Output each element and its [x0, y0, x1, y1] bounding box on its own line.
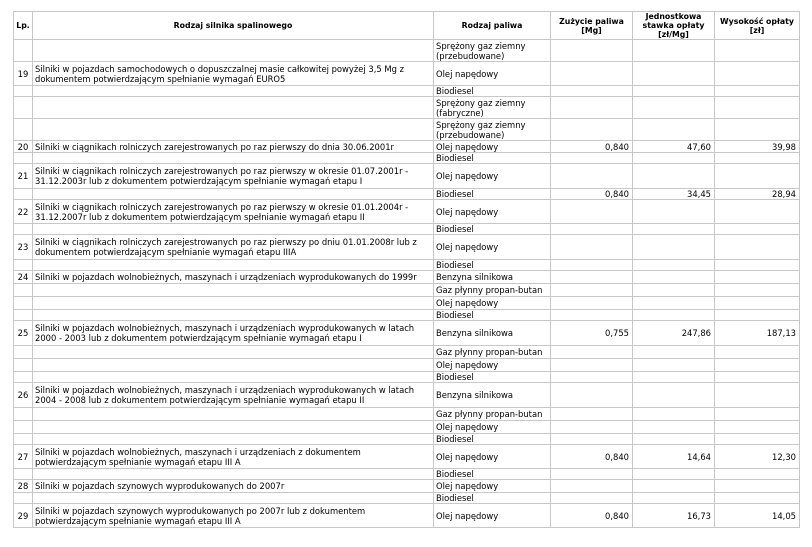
row-unit-rate	[633, 260, 715, 271]
row-lp	[14, 86, 33, 97]
row-fee-amount	[715, 284, 800, 297]
row-fee-amount	[715, 260, 800, 271]
row-lp	[14, 372, 33, 383]
row-lp	[14, 310, 33, 321]
row-fee-amount	[715, 372, 800, 383]
table-row	[14, 359, 800, 372]
row-engine-type	[33, 408, 434, 421]
row-engine-type	[33, 434, 434, 445]
row-fuel-usage	[551, 383, 633, 408]
table-row	[14, 284, 800, 297]
row-engine-type	[33, 469, 434, 480]
row-unit-rate: 16,73	[633, 504, 715, 528]
row-lp	[14, 346, 33, 359]
table-row	[14, 40, 800, 62]
header-lp: Lp.	[14, 12, 33, 40]
header-fee-amount: Wysokość opłaty [zł]	[715, 12, 800, 40]
row-fee-amount: 14,05	[715, 504, 800, 528]
row-fuel-usage	[551, 164, 633, 189]
row-fuel-usage	[551, 62, 633, 86]
table-row	[14, 421, 800, 434]
row-fuel-usage	[551, 493, 633, 504]
row-unit-rate: 34,45	[633, 189, 715, 200]
row-fuel-type: Benzyna silnikowa	[434, 383, 551, 408]
table-body	[14, 40, 800, 528]
table-header	[14, 12, 800, 40]
row-fuel-usage	[551, 119, 633, 141]
row-lp	[14, 40, 33, 62]
row-fuel-usage	[551, 86, 633, 97]
row-fuel-type: Olej napędowy	[434, 62, 551, 86]
table-row	[14, 434, 800, 445]
fee-table	[13, 11, 800, 528]
row-unit-rate	[633, 297, 715, 310]
row-fuel-type: Olej napędowy	[434, 141, 551, 153]
row-engine-type: Silniki w ciągnikach rolniczych zarejestrowanych po raz pierwszy w okresie 01.07.2001r - 31.12.2003r lub z dokumentem potwierdzającym spełnianie wymagań etapu I	[33, 164, 434, 189]
row-unit-rate	[633, 310, 715, 321]
row-engine-type	[33, 346, 434, 359]
row-fee-amount	[715, 297, 800, 310]
row-fuel-type: Olej napędowy	[434, 480, 551, 493]
row-unit-rate	[633, 97, 715, 119]
table-row	[14, 310, 800, 321]
row-fuel-type: Biodiesel	[434, 260, 551, 271]
row-fee-amount	[715, 310, 800, 321]
row-engine-type	[33, 284, 434, 297]
row-engine-type: Silniki w ciągnikach rolniczych zarejestrowanych po raz pierwszy po dniu 01.01.2008r lub z dokumentem potwierdzającym spełnianie wymagań etapu IIIA	[33, 235, 434, 260]
table-row	[14, 408, 800, 421]
row-fuel-usage	[551, 284, 633, 297]
row-lp	[14, 153, 33, 164]
table-row	[14, 297, 800, 310]
row-fee-amount	[715, 434, 800, 445]
row-lp: 24	[14, 271, 33, 284]
table-row	[14, 383, 800, 408]
row-fee-amount	[715, 493, 800, 504]
row-lp: 28	[14, 480, 33, 493]
row-fee-amount	[715, 164, 800, 189]
row-fuel-type: Olej napędowy	[434, 504, 551, 528]
row-engine-type	[33, 372, 434, 383]
row-unit-rate	[633, 346, 715, 359]
row-fuel-usage	[551, 200, 633, 224]
table-row	[14, 62, 800, 86]
row-fuel-type: Biodiesel	[434, 86, 551, 97]
row-fuel-type: Olej napędowy	[434, 421, 551, 434]
row-fuel-usage	[551, 359, 633, 372]
row-engine-type: Silniki w ciągnikach rolniczych zarejestrowanych po raz pierwszy w okresie 01.01.2004r - 31.12.2007r lub z dokumentem potwierdzającym spełnianie wymagań etapu II	[33, 200, 434, 224]
row-fee-amount	[715, 62, 800, 86]
row-unit-rate	[633, 164, 715, 189]
row-lp: 20	[14, 141, 33, 153]
row-fuel-type: Sprężony gaz ziemny (przebudowane)	[434, 40, 551, 62]
row-unit-rate	[633, 200, 715, 224]
row-fuel-type: Biodiesel	[434, 372, 551, 383]
row-fuel-usage	[551, 469, 633, 480]
row-lp	[14, 284, 33, 297]
row-lp	[14, 189, 33, 200]
row-unit-rate	[633, 284, 715, 297]
row-fuel-usage: 0,840	[551, 141, 633, 153]
row-fuel-usage	[551, 271, 633, 284]
row-lp: 22	[14, 200, 33, 224]
row-lp	[14, 469, 33, 480]
table-row	[14, 504, 800, 528]
row-fuel-usage: 0,840	[551, 445, 633, 469]
row-unit-rate	[633, 224, 715, 235]
row-fee-amount: 12,30	[715, 445, 800, 469]
row-fuel-type: Gaz płynny propan-butan	[434, 284, 551, 297]
row-fuel-type: Olej napędowy	[434, 164, 551, 189]
row-unit-rate	[633, 235, 715, 260]
header-engine-type: Rodzaj silnika spalinowego	[33, 12, 434, 40]
row-fuel-type: Gaz płynny propan-butan	[434, 408, 551, 421]
table-row	[14, 260, 800, 271]
row-unit-rate	[633, 434, 715, 445]
table-row	[14, 346, 800, 359]
row-engine-type	[33, 421, 434, 434]
row-lp	[14, 359, 33, 372]
row-unit-rate	[633, 493, 715, 504]
row-fee-amount	[715, 469, 800, 480]
table-row	[14, 141, 800, 153]
table-row	[14, 235, 800, 260]
row-unit-rate	[633, 469, 715, 480]
row-unit-rate	[633, 40, 715, 62]
table-row	[14, 271, 800, 284]
row-fuel-usage	[551, 346, 633, 359]
row-fuel-usage	[551, 40, 633, 62]
row-fuel-type: Biodiesel	[434, 153, 551, 164]
row-lp: 23	[14, 235, 33, 260]
row-lp	[14, 97, 33, 119]
row-lp	[14, 260, 33, 271]
row-fee-amount: 187,13	[715, 321, 800, 346]
row-fee-amount	[715, 346, 800, 359]
row-fuel-type: Sprężony gaz ziemny (fabryczne)	[434, 97, 551, 119]
table-row	[14, 119, 800, 141]
row-fuel-usage	[551, 224, 633, 235]
row-fuel-type: Benzyna silnikowa	[434, 321, 551, 346]
table-row	[14, 372, 800, 383]
table-row	[14, 189, 800, 200]
row-fee-amount	[715, 40, 800, 62]
row-lp: 29	[14, 504, 33, 528]
row-fuel-usage: 0,755	[551, 321, 633, 346]
row-engine-type: Silniki w pojazdach szynowych wyprodukowanych po 2007r lub z dokumentem potwierdzającym spełnianie wymagań etapu III A	[33, 504, 434, 528]
row-fuel-type: Biodiesel	[434, 310, 551, 321]
row-unit-rate	[633, 372, 715, 383]
row-lp: 26	[14, 383, 33, 408]
table-row	[14, 469, 800, 480]
row-fuel-type: Olej napędowy	[434, 445, 551, 469]
row-lp	[14, 408, 33, 421]
row-fuel-type: Olej napędowy	[434, 359, 551, 372]
row-fuel-usage	[551, 408, 633, 421]
row-lp	[14, 421, 33, 434]
row-engine-type	[33, 493, 434, 504]
table-row	[14, 86, 800, 97]
table-row	[14, 493, 800, 504]
row-engine-type	[33, 260, 434, 271]
table-row	[14, 153, 800, 164]
row-unit-rate	[633, 421, 715, 434]
header-unit-rate: Jednostkowa stawka opłaty [zł/Mg]	[633, 12, 715, 40]
row-unit-rate	[633, 383, 715, 408]
row-fuel-usage: 0,840	[551, 504, 633, 528]
row-fee-amount	[715, 383, 800, 408]
row-lp	[14, 493, 33, 504]
row-fee-amount	[715, 119, 800, 141]
row-engine-type: Silniki w pojazdach wolnobieżnych, maszynach i urządzeniach wyprodukowanych do 1999r	[33, 271, 434, 284]
table-row	[14, 164, 800, 189]
row-fuel-usage	[551, 260, 633, 271]
row-fuel-type: Biodiesel	[434, 434, 551, 445]
table-row	[14, 480, 800, 493]
row-unit-rate	[633, 359, 715, 372]
table-row	[14, 321, 800, 346]
row-fee-amount	[715, 97, 800, 119]
row-fee-amount	[715, 421, 800, 434]
row-fuel-type: Sprężony gaz ziemny (przebudowane)	[434, 119, 551, 141]
row-fee-amount	[715, 224, 800, 235]
row-fuel-type: Biodiesel	[434, 189, 551, 200]
row-fuel-type: Biodiesel	[434, 224, 551, 235]
row-unit-rate	[633, 62, 715, 86]
row-engine-type: Silniki w ciągnikach rolniczych zarejestrowanych po raz pierwszy do dnia 30.06.2001r	[33, 141, 434, 153]
row-engine-type	[33, 119, 434, 141]
row-fuel-usage	[551, 434, 633, 445]
table-row	[14, 200, 800, 224]
row-engine-type	[33, 40, 434, 62]
row-lp	[14, 297, 33, 310]
row-unit-rate: 47,60	[633, 141, 715, 153]
row-fee-amount	[715, 235, 800, 260]
row-fuel-usage	[551, 153, 633, 164]
row-fee-amount: 39,98	[715, 141, 800, 153]
row-lp	[14, 224, 33, 235]
row-lp: 27	[14, 445, 33, 469]
row-unit-rate	[633, 480, 715, 493]
table-row	[14, 224, 800, 235]
row-fee-amount	[715, 153, 800, 164]
row-fee-amount	[715, 271, 800, 284]
row-fee-amount	[715, 408, 800, 421]
row-engine-type: Silniki w pojazdach wolnobieżnych, maszynach i urządzeniach wyprodukowanych w latach 2004 - 2008 lub z dokumentem potwierdzającym spełnianie wymagań etapu II	[33, 383, 434, 408]
row-engine-type	[33, 297, 434, 310]
row-lp: 21	[14, 164, 33, 189]
row-fuel-type: Biodiesel	[434, 493, 551, 504]
row-engine-type	[33, 359, 434, 372]
row-engine-type: Silniki w pojazdach wolnobieżnych, maszynach i urządzeniach z dokumentem potwierdzającym spełnianie wymagań etapu III A	[33, 445, 434, 469]
row-unit-rate	[633, 271, 715, 284]
row-fuel-type: Olej napędowy	[434, 200, 551, 224]
table-row	[14, 97, 800, 119]
row-engine-type	[33, 224, 434, 235]
row-unit-rate	[633, 153, 715, 164]
row-engine-type	[33, 153, 434, 164]
row-fuel-usage	[551, 310, 633, 321]
table-row	[14, 445, 800, 469]
row-lp	[14, 434, 33, 445]
row-unit-rate	[633, 408, 715, 421]
row-lp: 19	[14, 62, 33, 86]
row-fuel-type: Gaz płynny propan-butan	[434, 346, 551, 359]
row-fuel-usage	[551, 372, 633, 383]
row-fee-amount	[715, 200, 800, 224]
row-fuel-usage	[551, 297, 633, 310]
row-unit-rate: 247,86	[633, 321, 715, 346]
row-fuel-type: Olej napędowy	[434, 297, 551, 310]
row-fuel-usage	[551, 97, 633, 119]
row-engine-type	[33, 86, 434, 97]
row-lp: 25	[14, 321, 33, 346]
row-fee-amount: 28,94	[715, 189, 800, 200]
header-fuel-usage: Zużycie paliwa [Mg]	[551, 12, 633, 40]
row-engine-type: Silniki w pojazdach wolnobieżnych, maszynach i urządzeniach wyprodukowanych w latach 2000 - 2003 lub z dokumentem potwierdzającym spełnianie wymagań etapu I	[33, 321, 434, 346]
row-lp	[14, 119, 33, 141]
row-unit-rate: 14,64	[633, 445, 715, 469]
header-fuel-type: Rodzaj paliwa	[434, 12, 551, 40]
row-engine-type: Silniki w pojazdach szynowych wyprodukowanych do 2007r	[33, 480, 434, 493]
row-engine-type	[33, 97, 434, 119]
row-engine-type: Silniki w pojazdach samochodowych o dopuszczalnej masie całkowitej powyżej 3,5 Mg z dokumentem potwierdzającym spełnianie wymagań EURO5	[33, 62, 434, 86]
row-fuel-usage	[551, 421, 633, 434]
row-fuel-type: Benzyna silnikowa	[434, 271, 551, 284]
row-unit-rate	[633, 86, 715, 97]
row-fee-amount	[715, 359, 800, 372]
row-fee-amount	[715, 86, 800, 97]
row-fuel-type: Biodiesel	[434, 469, 551, 480]
row-fuel-usage	[551, 480, 633, 493]
row-fuel-usage: 0,840	[551, 189, 633, 200]
row-fuel-usage	[551, 235, 633, 260]
row-unit-rate	[633, 119, 715, 141]
row-engine-type	[33, 310, 434, 321]
row-fuel-type: Olej napędowy	[434, 235, 551, 260]
row-fee-amount	[715, 480, 800, 493]
row-engine-type	[33, 189, 434, 200]
